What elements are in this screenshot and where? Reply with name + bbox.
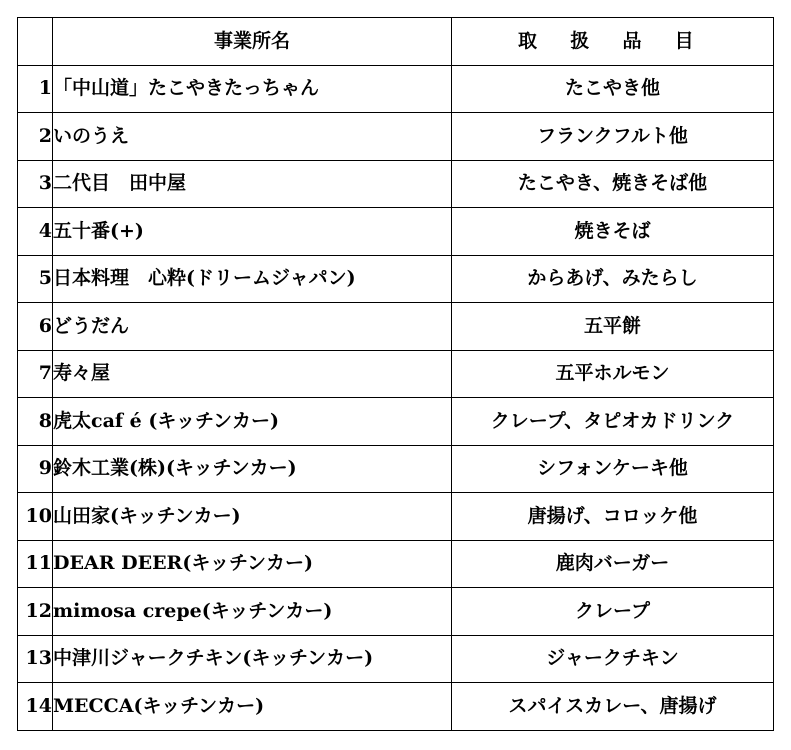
table-row bbox=[18, 65, 774, 113]
row-number: 11 bbox=[18, 540, 53, 588]
handled-items: ジャークチキン bbox=[452, 635, 774, 683]
handled-items: 鹿肉バーガー bbox=[452, 540, 774, 588]
row-number: 1 bbox=[18, 65, 53, 113]
table-row bbox=[18, 160, 774, 208]
vendor-table bbox=[17, 17, 774, 731]
business-name: どうだん bbox=[53, 303, 452, 351]
business-name: 山田家(キッチンカー) bbox=[53, 493, 452, 541]
business-name: 二代目 田中屋 bbox=[53, 160, 452, 208]
table-row bbox=[18, 540, 774, 588]
handled-items: 五平ホルモン bbox=[452, 350, 774, 398]
business-name: 寿々屋 bbox=[53, 350, 452, 398]
row-number: 12 bbox=[18, 588, 53, 636]
table-row bbox=[18, 255, 774, 303]
table-row bbox=[18, 398, 774, 446]
table-row bbox=[18, 303, 774, 351]
handled-items: 焼きそば bbox=[452, 208, 774, 256]
business-name: 鈴木工業(株)(キッチンカー) bbox=[53, 445, 452, 493]
row-number: 4 bbox=[18, 208, 53, 256]
table-row bbox=[18, 683, 774, 731]
header-business-name: 事業所名 bbox=[53, 18, 452, 66]
business-name: MECCA(キッチンカー) bbox=[53, 683, 452, 731]
handled-items: フランクフルト他 bbox=[452, 113, 774, 161]
table-row bbox=[18, 588, 774, 636]
handled-items: たこやき他 bbox=[452, 65, 774, 113]
handled-items: クレープ、タピオカドリンク bbox=[452, 398, 774, 446]
header-items: 取 扱 品 目 bbox=[452, 18, 774, 66]
business-name: 日本料理 心粋(ドリームジャパン) bbox=[53, 255, 452, 303]
row-number: 2 bbox=[18, 113, 53, 161]
row-number: 5 bbox=[18, 255, 53, 303]
business-name: いのうえ bbox=[53, 113, 452, 161]
header-number bbox=[18, 18, 53, 66]
handled-items: 唐揚げ、コロッケ他 bbox=[452, 493, 774, 541]
row-number: 13 bbox=[18, 635, 53, 683]
row-number: 8 bbox=[18, 398, 53, 446]
row-number: 7 bbox=[18, 350, 53, 398]
row-number: 3 bbox=[18, 160, 53, 208]
business-name: 「中山道」たこやきたっちゃん bbox=[53, 65, 452, 113]
handled-items: スパイスカレー、唐揚げ bbox=[452, 683, 774, 731]
business-name: mimosa crepe(キッチンカー) bbox=[53, 588, 452, 636]
row-number: 14 bbox=[18, 683, 53, 731]
table-row bbox=[18, 493, 774, 541]
handled-items: 五平餅 bbox=[452, 303, 774, 351]
header-row bbox=[18, 18, 774, 66]
row-number: 6 bbox=[18, 303, 53, 351]
table-row bbox=[18, 445, 774, 493]
business-name: 虎太caf é (キッチンカー) bbox=[53, 398, 452, 446]
handled-items: クレープ bbox=[452, 588, 774, 636]
business-name: 五十番(+) bbox=[53, 208, 452, 256]
row-number: 10 bbox=[18, 493, 53, 541]
handled-items: たこやき、焼きそば他 bbox=[452, 160, 774, 208]
business-name: 中津川ジャークチキン(キッチンカー) bbox=[53, 635, 452, 683]
table-row bbox=[18, 208, 774, 256]
table-row bbox=[18, 113, 774, 161]
table-row bbox=[18, 350, 774, 398]
row-number: 9 bbox=[18, 445, 53, 493]
handled-items: からあげ、みたらし bbox=[452, 255, 774, 303]
business-name: DEAR DEER(キッチンカー) bbox=[53, 540, 452, 588]
table-row bbox=[18, 635, 774, 683]
handled-items: シフォンケーキ他 bbox=[452, 445, 774, 493]
